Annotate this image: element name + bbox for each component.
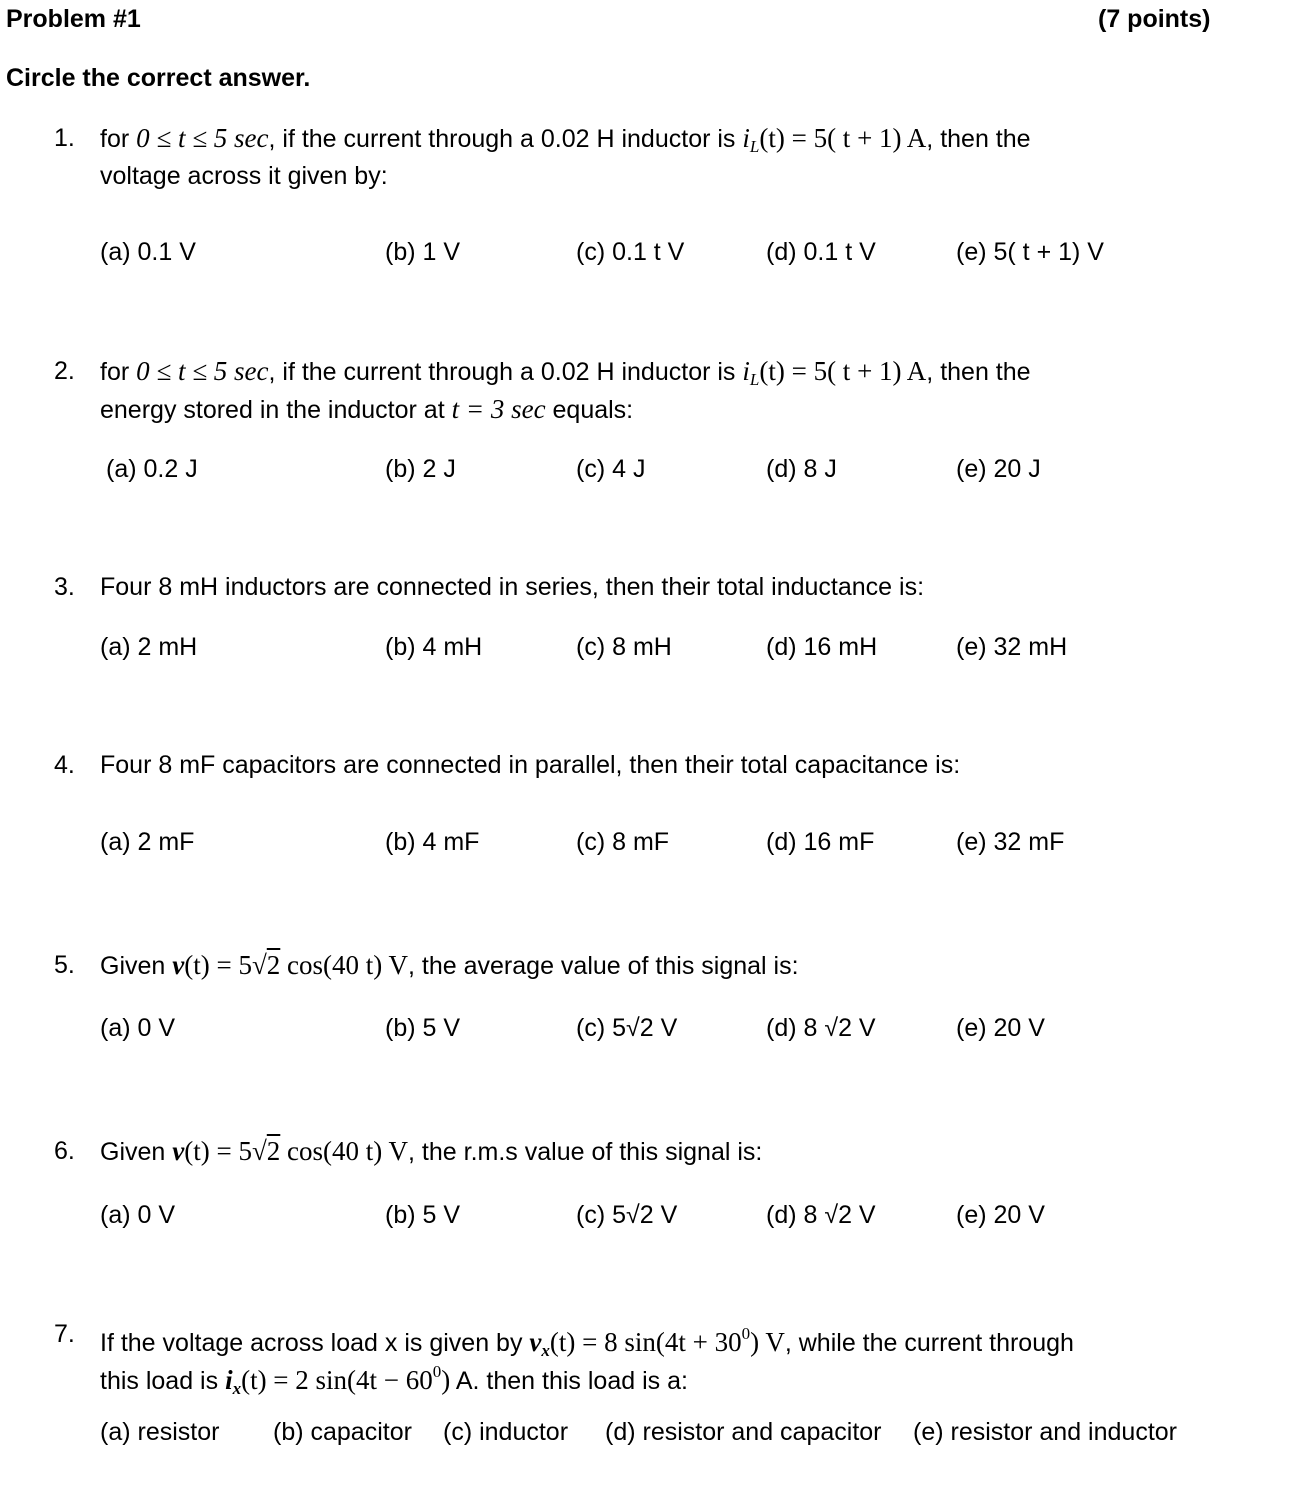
question-text: Four 8 mH inductors are connected in series, then their total inductance is:: [100, 573, 925, 601]
question-number: 1.: [54, 124, 75, 152]
instruction: Circle the correct answer.: [6, 64, 311, 92]
choice-a[interactable]: (a) 2 mH: [100, 633, 198, 661]
question-text: for 0 ≤ t ≤ 5 sec, if the current through a 0.02 H inductor is $i_L(t) = 5$( t + 1) A, then the: [100, 356, 1031, 389]
choice-a[interactable]: (a) 0.1 V: [100, 238, 196, 266]
choice-d[interactable]: (d) 16 mH: [766, 633, 878, 661]
question-number: 7.: [54, 1320, 75, 1348]
question-number: 2.: [54, 357, 75, 385]
choice-e[interactable]: (e) 32 mH: [956, 633, 1068, 661]
choice-b[interactable]: (b) capacitor: [273, 1418, 412, 1446]
choice-b[interactable]: (b) 2 J: [385, 455, 456, 483]
choice-a[interactable]: (a) 0.2 J: [106, 455, 198, 483]
choice-d[interactable]: (d) 8 √2 V: [766, 1014, 876, 1042]
choice-e[interactable]: (e) 5( t + 1) V: [956, 238, 1104, 266]
choice-a[interactable]: (a) 0 V: [100, 1201, 176, 1229]
choice-c[interactable]: (c) 8 mH: [576, 633, 672, 661]
choice-a[interactable]: (a) 2 mF: [100, 828, 195, 856]
points-label: (7 points): [1098, 5, 1211, 33]
question-text-line2: energy stored in the inductor at t = 3 sec equals:: [100, 394, 634, 424]
choice-c[interactable]: (c) 5√2 V: [576, 1201, 678, 1229]
choice-b[interactable]: (b) 5 V: [385, 1014, 461, 1042]
question-text: Given v(t) = 5√2 cos(40 t) V, the r.m.s value of this signal is:: [100, 1136, 763, 1166]
choice-d[interactable]: (d) resistor and capacitor: [605, 1418, 882, 1446]
choice-b[interactable]: (b) 5 V: [385, 1201, 461, 1229]
choice-c[interactable]: (c) 5√2 V: [576, 1014, 678, 1042]
question-text: Given v(t) = 5√2 cos(40 t) V, the average value of this signal is:: [100, 950, 799, 980]
choice-e[interactable]: (e) resistor and inductor: [913, 1418, 1178, 1446]
question-text: for 0 ≤ t ≤ 5 sec, if the current through a 0.02 H inductor is $i_L(t) = 5$( t + 1) A, then the: [100, 123, 1031, 156]
question-text-line2: this load is $i_x(t) = 2$ $\sin(4t - 60^0)$ A. then this load is a:: [100, 1362, 688, 1398]
choice-e[interactable]: (e) 20 J: [956, 455, 1041, 483]
choice-d[interactable]: (d) 8 J: [766, 455, 837, 483]
question-number: 6.: [54, 1137, 75, 1165]
question-text: Four 8 mF capacitors are connected in parallel, then their total capacitance is:: [100, 751, 961, 779]
question-number: 3.: [54, 573, 75, 601]
choice-b[interactable]: (b) 4 mF: [385, 828, 480, 856]
choice-c[interactable]: (c) inductor: [443, 1418, 569, 1446]
choice-a[interactable]: (a) 0 V: [100, 1014, 176, 1042]
choice-c[interactable]: (c) 4 J: [576, 455, 646, 483]
choice-c[interactable]: (c) 8 mF: [576, 828, 670, 856]
choice-b[interactable]: (b) 4 mH: [385, 633, 483, 661]
question-text-line2: voltage across it given by:: [100, 162, 388, 190]
question-text: If the voltage across load x is given by $v_x(t) = 8$ $\sin(4t + 30^0)$ V, while the current through: [100, 1324, 1074, 1360]
choice-e[interactable]: (e) 20 V: [956, 1201, 1045, 1229]
choice-e[interactable]: (e) 20 V: [956, 1014, 1045, 1042]
problem-title: Problem #1: [6, 5, 141, 33]
choice-c[interactable]: (c) 0.1 t V: [576, 238, 685, 266]
choice-b[interactable]: (b) 1 V: [385, 238, 461, 266]
choice-d[interactable]: (d) 0.1 t V: [766, 238, 876, 266]
choice-e[interactable]: (e) 32 mF: [956, 828, 1065, 856]
choice-d[interactable]: (d) 16 mF: [766, 828, 875, 856]
question-number: 4.: [54, 751, 75, 779]
choice-a[interactable]: (a) resistor: [100, 1418, 220, 1446]
choice-d[interactable]: (d) 8 √2 V: [766, 1201, 876, 1229]
question-number: 5.: [54, 951, 75, 979]
